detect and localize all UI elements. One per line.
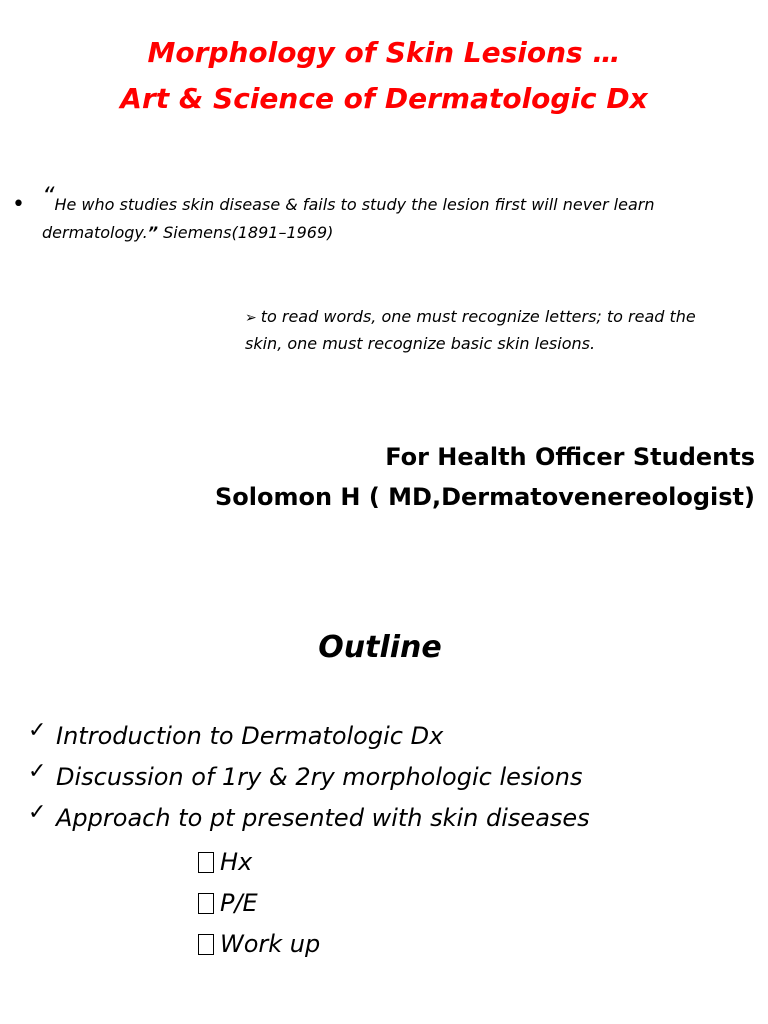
slide-title bbox=[0, 30, 768, 122]
title-line-1: Morphology of Skin Lesions … bbox=[147, 36, 621, 69]
sub-item-label: Hx bbox=[220, 848, 253, 876]
sub-item-label: Work up bbox=[220, 930, 321, 958]
checkmark-icon: ✓ bbox=[28, 759, 47, 784]
quote-text-block bbox=[42, 182, 732, 247]
sub-list-item bbox=[196, 842, 596, 883]
quote-text: He who studies skin disease & fails to study the lesion first will never learn dermatology. bbox=[42, 195, 655, 242]
outline-title: Outline bbox=[318, 630, 442, 665]
close-quote-mark: ” bbox=[147, 223, 159, 242]
outline-item-label: Introduction to Dermatologic Dx bbox=[56, 722, 444, 750]
missing-glyph-box-icon bbox=[198, 852, 214, 873]
checkmark-icon: ✓ bbox=[28, 718, 47, 743]
quote-attribution: Siemens(1891–1969) bbox=[158, 223, 334, 242]
title-line-2: Art & Science of Dermatologic Dx bbox=[120, 82, 648, 115]
outline-item bbox=[28, 716, 748, 757]
sub-item-label: P/E bbox=[220, 889, 258, 917]
sub-list-item bbox=[196, 924, 596, 965]
outline-item bbox=[28, 798, 748, 839]
bullet-icon: • bbox=[12, 192, 25, 217]
checkmark-icon: ✓ bbox=[28, 800, 47, 825]
outline-item bbox=[28, 757, 748, 798]
outline-item-label: Discussion of 1ry & 2ry morphologic lesions bbox=[56, 763, 583, 791]
arrow-bullet-icon: ➢ bbox=[245, 310, 257, 326]
missing-glyph-box-icon bbox=[198, 893, 214, 914]
open-quote-mark: “ bbox=[42, 182, 55, 210]
audience-block bbox=[150, 437, 755, 517]
audience-line: For Health Officer Students bbox=[385, 443, 755, 471]
outline-list bbox=[28, 716, 748, 839]
sub-list-item bbox=[196, 883, 596, 924]
outline-item-label: Approach to pt presented with skin diseases bbox=[56, 804, 590, 832]
author-line: Solomon H ( MD,Dermatovenereologist) bbox=[214, 483, 755, 511]
missing-glyph-box-icon bbox=[198, 934, 214, 955]
approach-sub-list bbox=[196, 842, 596, 965]
note-text: to read words, one must recognize letters; to read the skin, one must recognize basic skin lesions. bbox=[245, 307, 696, 353]
reading-note bbox=[245, 304, 735, 356]
